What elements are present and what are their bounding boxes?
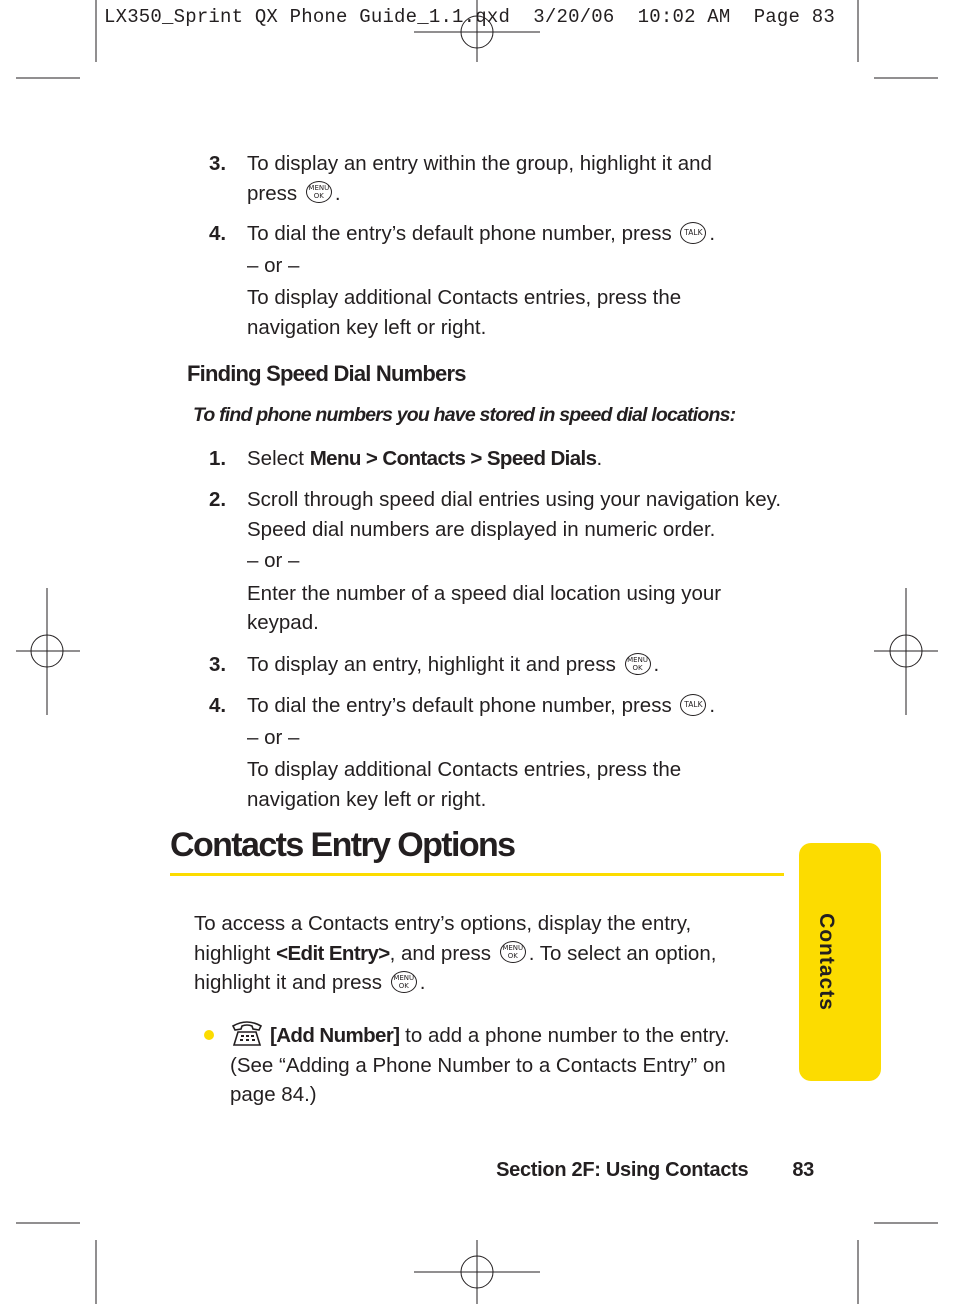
step-alt-text: Enter the number of a speed dial location using your keypad. xyxy=(247,581,722,634)
speed-dial-step-1: 1. Select Menu > Contacts > Speed Dials. xyxy=(209,444,789,474)
menu-ok-key-icon: MENU OK xyxy=(500,941,526,963)
step-text: To dial the entry’s default phone number, press xyxy=(247,222,672,245)
step-alt-text: To display additional Contacts entries, press the navigation key left or right. xyxy=(247,758,682,811)
option-reference: (See “Adding a Phone Number to a Contacts Entry” on page 84.) xyxy=(230,1053,726,1107)
step-3-top: 3. To display an entry within the group, highlight it and press MENU OK . xyxy=(209,149,789,208)
page-number: 83 xyxy=(792,1159,814,1181)
heading-rule xyxy=(170,873,784,876)
menu-ok-key-icon: MENU OK xyxy=(391,971,417,993)
step-number: 2. xyxy=(209,488,227,511)
step-number: 3. xyxy=(209,653,227,676)
page-footer xyxy=(496,1159,814,1182)
speed-dial-step-2 xyxy=(209,485,789,638)
registration-mark-right xyxy=(874,588,938,715)
section-heading-speed-dial: Finding Speed Dial Numbers xyxy=(187,361,466,386)
step-number: 1. xyxy=(209,447,227,470)
option-bullet-add-number: [Add Number] to add a phone number to the entry. (See “Adding a Phone Number to a Contacts Entry” on page 84.) xyxy=(200,1021,770,1110)
option-label: [Add Number] xyxy=(270,1024,400,1047)
menu-ok-key-icon: MENU OK xyxy=(625,653,651,675)
menu-ok-key-icon: MENU OK xyxy=(306,181,332,203)
or-separator: – or – xyxy=(247,725,300,749)
print-slug-line: LX350_Sprint QX Phone Guide_1.1.qxd 3/20/06 10:02 AM Page 83 xyxy=(104,6,835,28)
or-separator: – or – xyxy=(247,549,300,572)
footer-section: Section 2F: Using Contacts xyxy=(496,1159,749,1181)
step-number: 4. xyxy=(209,694,227,717)
bullet-dot xyxy=(204,1030,214,1040)
talk-key-icon: TALK xyxy=(680,694,706,716)
step-4-top: 4. To dial the entry’s default phone number, press TALK . – or – To display additional Contacts entries, press the navigation key left or right. xyxy=(209,219,789,342)
menu-option-label: <Edit Entry> xyxy=(276,941,390,965)
step-text: Scroll through speed dial entries using your navigation key. Speed dial numbers are displayed in numeric order. xyxy=(247,488,782,541)
step-text: press xyxy=(247,181,298,205)
step-text: To display an entry within the group, highlight it and xyxy=(247,152,712,175)
side-tab-label: Contacts xyxy=(815,913,838,1011)
speed-dial-step-4: 4. To dial the entry’s default phone number, press TALK . – or – To display additional Contacts entries, press the navigation key left or right. xyxy=(209,691,789,814)
step-number: 4. xyxy=(209,222,227,245)
registration-mark-left xyxy=(16,588,80,715)
page-heading: Contacts Entry Options xyxy=(170,826,515,864)
step-number: 3. xyxy=(209,152,227,175)
options-intro: To access a Contacts entry’s options, display the entry, highlight <Edit Entry>, and press MENU OK . To select an option, highlight it and press MENU OK . xyxy=(194,912,717,994)
procedure-lead: To find phone numbers you have stored in speed dial locations: xyxy=(193,404,736,426)
or-separator: – or – xyxy=(247,253,300,277)
menu-path: Menu > Contacts > Speed Dials xyxy=(309,447,597,470)
phone-icon xyxy=(230,1019,264,1047)
registration-mark-bottom xyxy=(414,1240,540,1304)
step-alt-text: To display additional Contacts entries, press the navigation key left or right. xyxy=(247,286,682,339)
talk-key-icon: TALK xyxy=(680,222,706,244)
speed-dial-step-3: 3. To display an entry, highlight it and press MENU OK . xyxy=(209,650,789,680)
